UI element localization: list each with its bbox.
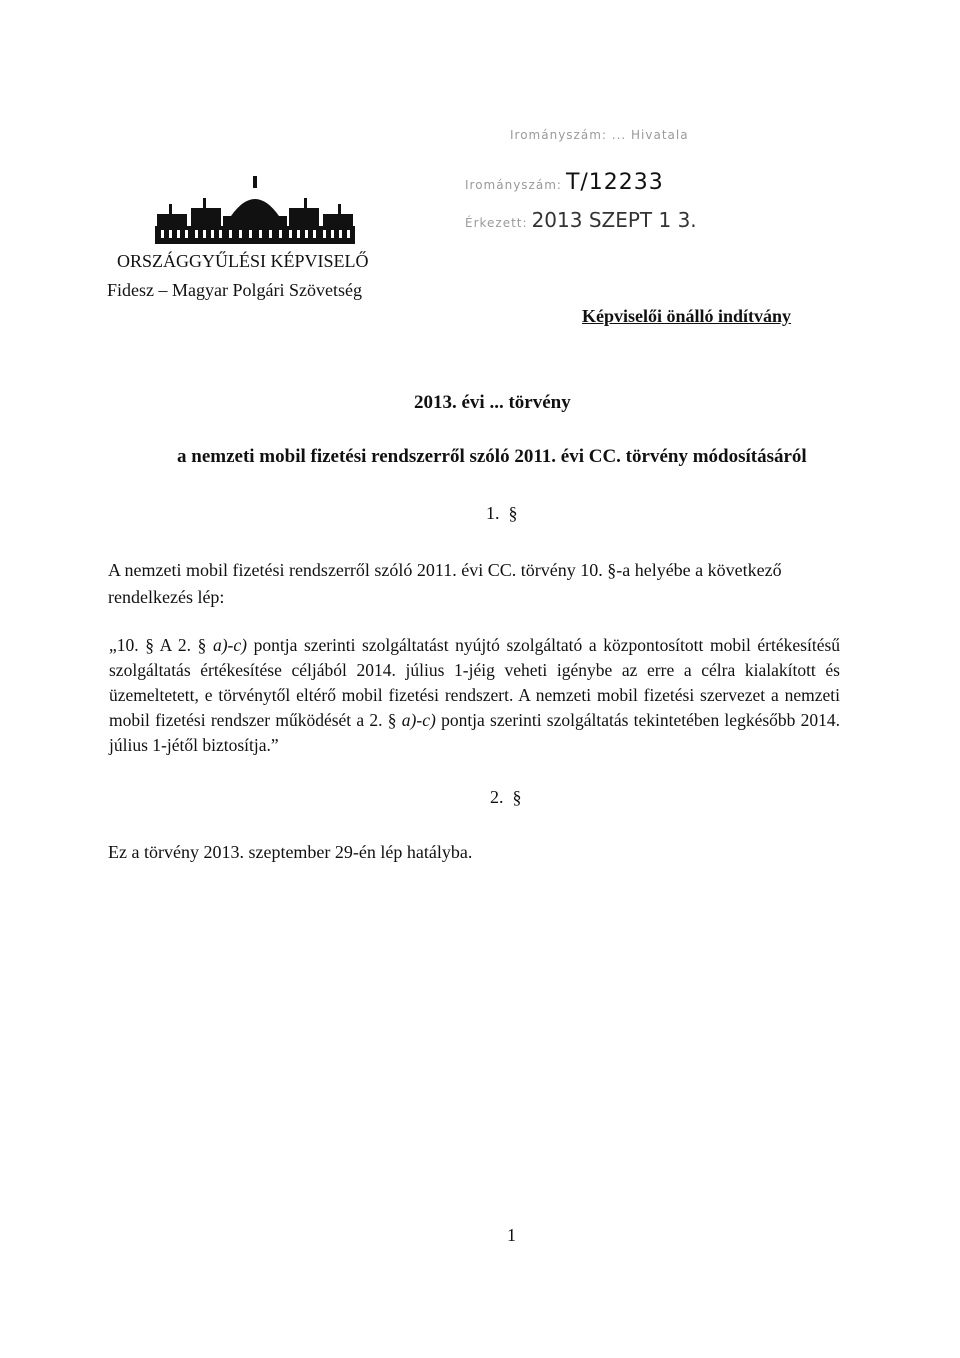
- section-2-number: 2.: [490, 787, 504, 807]
- section-1-intro-line1: A nemzeti mobil fizetési rendszerről szóló 2011. évi CC. törvény 10. §-a helyébe a következő: [108, 560, 782, 580]
- bill-subtitle: a nemzeti mobil fizetési rendszerről szóló 2011. évi CC. törvény módosításáról: [177, 446, 807, 467]
- received-label: Érkezett:: [465, 216, 528, 230]
- registration-number: [465, 170, 664, 195]
- section-1-number: 1.: [486, 503, 500, 523]
- page-number: 1: [507, 1225, 516, 1245]
- received-value: 2013 SZEPT 1 3.: [531, 208, 697, 232]
- parliament-logo: [155, 176, 355, 246]
- section-1-intro-line2: rendelkezés lép:: [108, 587, 225, 607]
- quote-ref: a)-c): [212, 635, 247, 655]
- bill-title: 2013. évi ... törvény: [414, 392, 571, 413]
- received-date: [465, 208, 697, 232]
- quote-end: pontja szerinti szolgáltatás tekintetében legkésőbb 2014. július 1-jétől biztosítja.”: [109, 710, 841, 755]
- quote-rest: pontja szerinti szolgáltatást nyújtó szolgáltató a központosított mobil értékesítésű szolgáltatás értékesítése céljából 2014. július 1-jéig veheti igénybe az erre a célra kialakított és üzemeltetett, e törvénytől eltérő mobil fizetési rendszert. A nemzeti mobil fizetési szervezet a nemzeti mobil fizetési rendszer működését a 2. §: [109, 635, 841, 730]
- issuer-title: ORSZÁGGYŰLÉSI KÉPVISELŐ: [117, 251, 369, 271]
- section-1-heading: [486, 501, 518, 525]
- quote-start: „10. § A 2. §: [109, 635, 207, 655]
- parliament-building-icon: [155, 176, 355, 246]
- quoted-provision: [109, 633, 840, 758]
- quote-ref-2: a)-c): [401, 710, 436, 730]
- registration-label: Irományszám:: [465, 178, 562, 192]
- section-2-text: Ez a törvény 2013. szeptember 29-én lép hatályba.: [108, 842, 473, 862]
- section-1-symbol: §: [508, 503, 518, 523]
- registration-value: T/12233: [565, 170, 664, 195]
- document-type: Képviselői önálló indítvány: [582, 306, 792, 326]
- section-2-heading: [490, 785, 522, 809]
- issuer-party: Fidesz – Magyar Polgári Szövetség: [107, 280, 362, 300]
- stamp-office-line: Irományszám: ... Hivatala: [510, 128, 689, 142]
- section-2-symbol: §: [512, 787, 522, 807]
